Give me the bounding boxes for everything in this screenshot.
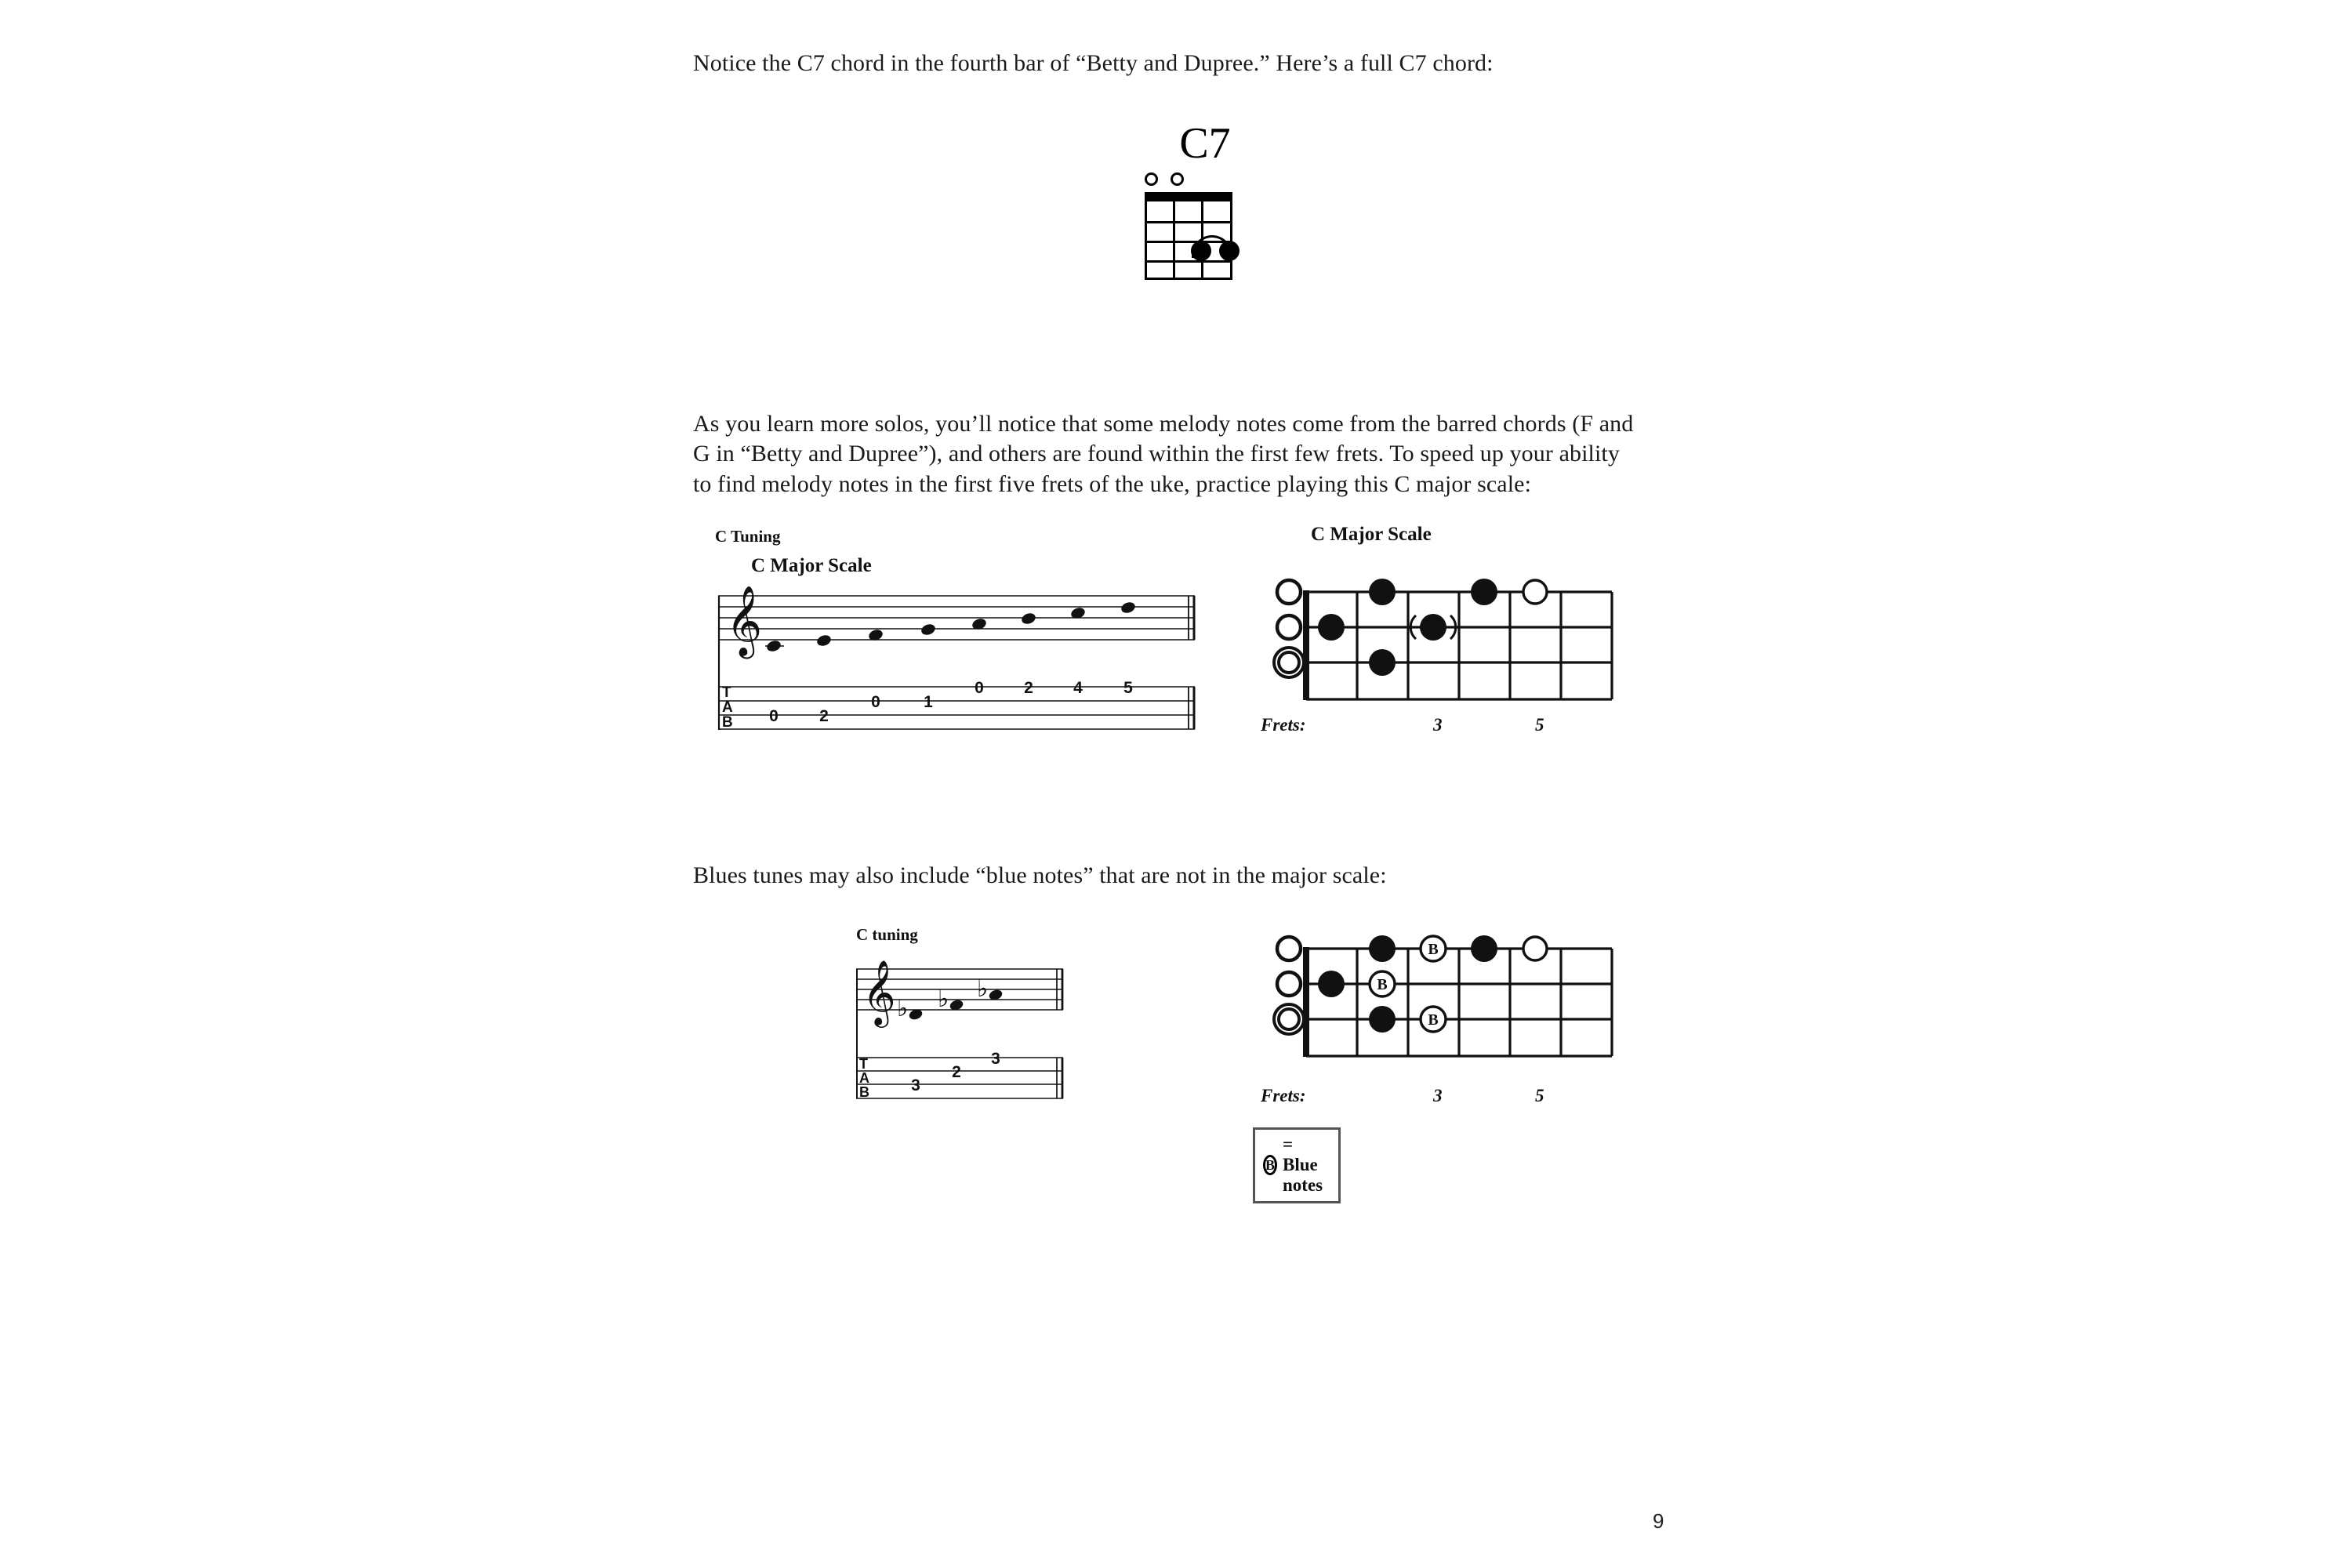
- blue-note-marker: [1421, 1007, 1446, 1032]
- scale-title: C Major Scale: [751, 555, 872, 576]
- scale-dot: [1318, 971, 1345, 997]
- scale-dot: [1471, 579, 1497, 605]
- svg-text:T: T: [722, 684, 731, 701]
- paragraph-solos: As you learn more solos, you’ll notice that some melody notes come from the barred chords (F and G in “Betty and Dupree”), and others are found within the first few frets. To speed up your ability to find melody notes in the first five frets of the uke, practice playing this C major scale:: [693, 411, 1634, 497]
- svg-text:𝄞: 𝄞: [726, 586, 763, 656]
- open-string-circle-double-inner: [1279, 652, 1299, 673]
- tab-number: 2: [1024, 679, 1033, 697]
- scale-fretboard-svg: [1251, 554, 1643, 710]
- svg-text:A: A: [722, 699, 733, 716]
- frets-label: Frets:: [1261, 715, 1306, 735]
- fret-marker-3: 3: [1433, 1086, 1443, 1105]
- svg-text:B: B: [1377, 976, 1388, 993]
- scale-dot-root: [1420, 614, 1446, 641]
- fret-line: [1145, 278, 1232, 280]
- scale-dot: [1369, 1006, 1396, 1033]
- tab-number: 4: [1073, 679, 1083, 697]
- blue-note-legend-text: = Blue notes: [1283, 1134, 1323, 1195]
- fret-marker-5: 5: [1535, 715, 1544, 735]
- nut-bar: [1303, 590, 1309, 700]
- fret-marker-5: 5: [1535, 1086, 1544, 1105]
- frets-label: Frets:: [1261, 1086, 1306, 1105]
- tab-number: 3: [991, 1050, 1000, 1068]
- svg-text:A: A: [859, 1070, 869, 1086]
- tab-number: 5: [1123, 679, 1133, 697]
- blues-staff-and-tab-svg: [853, 955, 1073, 1112]
- tuning-label: C Tuning: [715, 527, 781, 546]
- open-string-circle: [1171, 172, 1184, 186]
- fingered-dot: [1191, 241, 1211, 261]
- tab-number: 0: [975, 679, 984, 697]
- nut-bar: [1303, 947, 1309, 1057]
- svg-text:♭: ♭: [938, 985, 949, 1013]
- scale-dot-open: [1523, 937, 1547, 960]
- paragraph-blues: Blues tunes may also include “blue notes” that are not in the major scale:: [693, 862, 1387, 888]
- blue-note-marker: [1421, 936, 1446, 961]
- fret-marker-3: 3: [1433, 715, 1443, 735]
- tuning-label: C tuning: [856, 925, 918, 944]
- c7-open-string-markers: [1145, 170, 1272, 187]
- svg-text:♭: ♭: [977, 975, 989, 1003]
- open-string-circle: [1277, 937, 1301, 960]
- blue-note-symbol: B: [1263, 1155, 1277, 1175]
- page-number: 9: [1653, 1509, 1664, 1533]
- svg-text:T: T: [859, 1056, 868, 1072]
- staff-and-tab-svg: [715, 577, 1201, 781]
- tab-number: 1: [924, 693, 933, 711]
- c7-fret-grid: [1145, 192, 1232, 280]
- scale-dot-open: [1523, 580, 1547, 604]
- tab-number: 0: [769, 707, 779, 725]
- svg-text:B: B: [1428, 1011, 1439, 1029]
- nut-bar: [1145, 192, 1232, 201]
- tab-number: 3: [911, 1076, 920, 1094]
- string-line: [1145, 192, 1147, 280]
- blue-notes-legend: [1253, 1127, 1341, 1203]
- string-line: [1201, 192, 1203, 280]
- scale-dot: [1369, 649, 1396, 676]
- scale-dot: [1318, 614, 1345, 641]
- svg-text:𝄞: 𝄞: [862, 959, 896, 1025]
- svg-text:B: B: [722, 714, 733, 731]
- open-string-circle: [1145, 172, 1158, 186]
- string-line: [1230, 192, 1232, 280]
- tab-number: 2: [952, 1063, 961, 1081]
- paragraph-intro: Notice the C7 chord in the fourth bar of “Betty and Dupree.” Here’s a full C7 chord:: [693, 50, 1494, 76]
- open-string-circle: [1277, 580, 1301, 604]
- tab-number: 0: [871, 693, 880, 711]
- open-string-circle: [1277, 972, 1301, 996]
- fingered-dot: [1219, 241, 1240, 261]
- c7-chord-diagram: [1138, 119, 1272, 280]
- fretboard-title: C Major Scale: [1311, 524, 1432, 545]
- fret-line: [1145, 260, 1232, 263]
- svg-text:B: B: [859, 1084, 869, 1100]
- scale-dot: [1471, 935, 1497, 962]
- blues-fretboard-svg: [1251, 925, 1643, 1066]
- open-string-circle: [1277, 615, 1301, 639]
- fret-line: [1145, 221, 1232, 223]
- tab-number: 2: [819, 707, 829, 725]
- scale-dot: [1369, 935, 1396, 962]
- scale-dot: [1369, 579, 1396, 605]
- string-line: [1173, 192, 1175, 280]
- open-string-circle-double-inner: [1279, 1009, 1299, 1029]
- svg-text:♭: ♭: [897, 995, 909, 1022]
- c7-chord-name: C7: [1179, 119, 1231, 168]
- blue-note-marker: [1370, 971, 1395, 996]
- svg-text:B: B: [1428, 941, 1439, 958]
